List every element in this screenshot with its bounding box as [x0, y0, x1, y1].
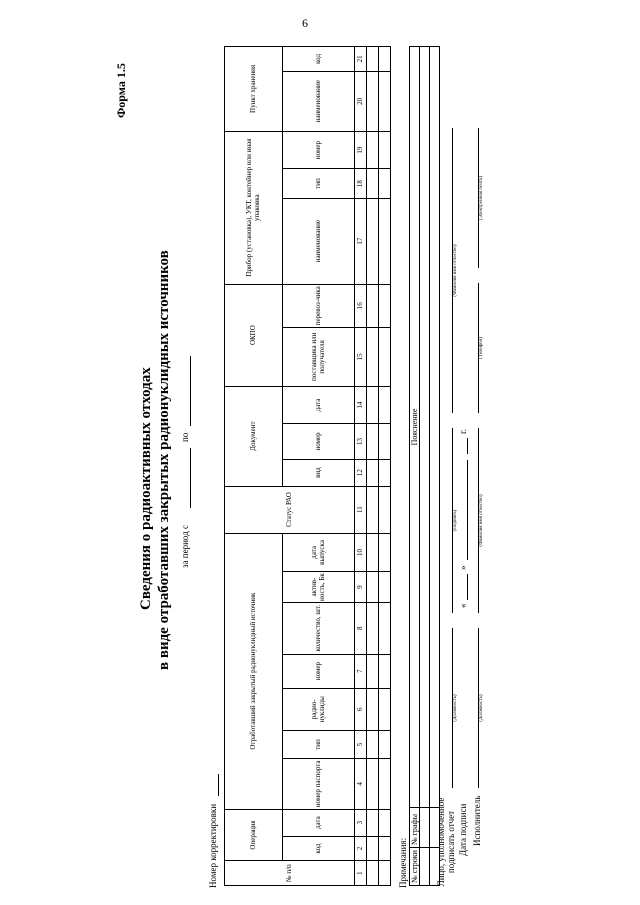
- hdr-op-date: дата: [283, 809, 355, 836]
- caption-phone: (Телефон): [479, 337, 484, 359]
- hdr-quantity: количество, шт.: [283, 602, 355, 654]
- col-num-18: 18: [355, 169, 367, 198]
- col-num-5: 5: [355, 730, 367, 758]
- quote-open: «: [458, 603, 468, 608]
- hdr-operation: Операция: [225, 809, 283, 861]
- table-row: [420, 47, 430, 886]
- col-num-8: 8: [355, 602, 367, 654]
- col-num-6: 6: [355, 688, 367, 730]
- col-num-15: 15: [355, 327, 367, 386]
- sign-month-field[interactable]: [467, 460, 468, 560]
- caption-email: (Электронная почта): [479, 175, 484, 221]
- quote-close: »: [458, 565, 468, 570]
- column-numbers-row: [355, 47, 367, 886]
- col-num-1: 1: [355, 861, 367, 886]
- correction-label: Номер корректировки: [208, 803, 218, 888]
- hdr-op-code: код: [283, 836, 355, 861]
- landscape-form: [96, 28, 486, 888]
- hdr-passport: номер паспорта: [283, 759, 355, 810]
- col-num-19: 19: [355, 131, 367, 169]
- hdr-doc-date: дата: [283, 386, 355, 424]
- col-num-20: 20: [355, 71, 367, 131]
- hdr-source: Отработавший закрытый радионуклидный источник: [225, 533, 283, 809]
- col-num-12: 12: [355, 459, 367, 486]
- hdr-st-code: код: [283, 47, 355, 72]
- executor-label: Исполнитель: [472, 795, 482, 846]
- hdr-device: Прибор (установка), УКТ, контейнер или иная упаковка: [225, 131, 283, 284]
- period-from-label: за период с: [180, 525, 190, 568]
- col-num-14: 14: [355, 386, 367, 424]
- hdr-release-date: дата выпуска: [283, 533, 355, 572]
- table-row: [379, 47, 391, 886]
- col-num-4: 4: [355, 759, 367, 810]
- col-num-7: 7: [355, 654, 367, 688]
- hdr-okpo: ОКПО: [225, 284, 283, 386]
- period-from-field[interactable]: [190, 448, 191, 508]
- col-num-10: 10: [355, 533, 367, 572]
- form-label: Форма 1.5: [114, 63, 128, 118]
- hdr-radionuclides: радио-нуклиды: [283, 688, 355, 730]
- caption-executor-position: (Должность): [479, 694, 484, 722]
- caption-executor-fio: (Фамилия имя отчество): [479, 494, 484, 547]
- caption-position: (Должность): [453, 694, 458, 722]
- main-table: [224, 46, 391, 886]
- hdr-doc-kind: вид: [283, 459, 355, 486]
- hdr-activity: актив-ность, Бк: [283, 572, 355, 603]
- col-num-2: 2: [355, 836, 367, 861]
- hdr-dev-number: номер: [283, 131, 355, 169]
- sign-year-field[interactable]: [467, 438, 468, 454]
- notes-col-row: № строки: [410, 848, 420, 886]
- hdr-storage: Пункт хранения: [225, 47, 283, 132]
- title-line-1: Сведения о радиоактивных отходах: [138, 367, 154, 610]
- hdr-supplier: поставщика или получателя: [283, 327, 355, 386]
- notes-title: Примечания:: [398, 837, 408, 888]
- col-num-11: 11: [355, 486, 367, 533]
- sign-date-label: Дата подписи: [458, 803, 468, 856]
- notes-col-explanation: Пояснение: [410, 47, 420, 808]
- col-num-3: 3: [355, 809, 367, 836]
- table-row: [367, 47, 379, 886]
- caption-fio: (Фамилия имя отчество): [453, 244, 458, 297]
- hdr-dev-type: тип: [283, 169, 355, 198]
- period-to-label: по: [180, 432, 190, 442]
- hdr-doc-number: номер: [283, 424, 355, 459]
- sign-day-field[interactable]: [467, 574, 468, 600]
- period-to-field[interactable]: [190, 356, 191, 426]
- notes-table: [409, 46, 440, 886]
- page-number: 6: [302, 16, 308, 30]
- title-line-2: в виде отработавших закрытых радионуклидных источников: [156, 250, 172, 670]
- hdr-status: Статус РАО: [225, 486, 355, 533]
- caption-signature: (Подпись): [453, 509, 458, 532]
- hdr-dev-name: наименование: [283, 198, 355, 284]
- col-num-13: 13: [355, 424, 367, 459]
- hdr-document: Документ: [225, 386, 283, 486]
- hdr-num: № п/п: [225, 861, 355, 886]
- hdr-carrier: перевоз-чика: [283, 284, 355, 327]
- hdr-st-name: наименование: [283, 71, 355, 131]
- hdr-type: тип: [283, 730, 355, 758]
- col-num-16: 16: [355, 284, 367, 327]
- notes-col-graph: № графы: [410, 808, 420, 848]
- correction-field[interactable]: [218, 774, 219, 796]
- table-row: [430, 47, 440, 886]
- year-suffix: г.: [458, 429, 468, 434]
- col-num-17: 17: [355, 198, 367, 284]
- col-num-9: 9: [355, 572, 367, 603]
- authorized-person-label: Лицо, уполномоченное подписать отчет: [436, 797, 456, 887]
- hdr-number: номер: [283, 654, 355, 688]
- col-num-21: 21: [355, 47, 367, 72]
